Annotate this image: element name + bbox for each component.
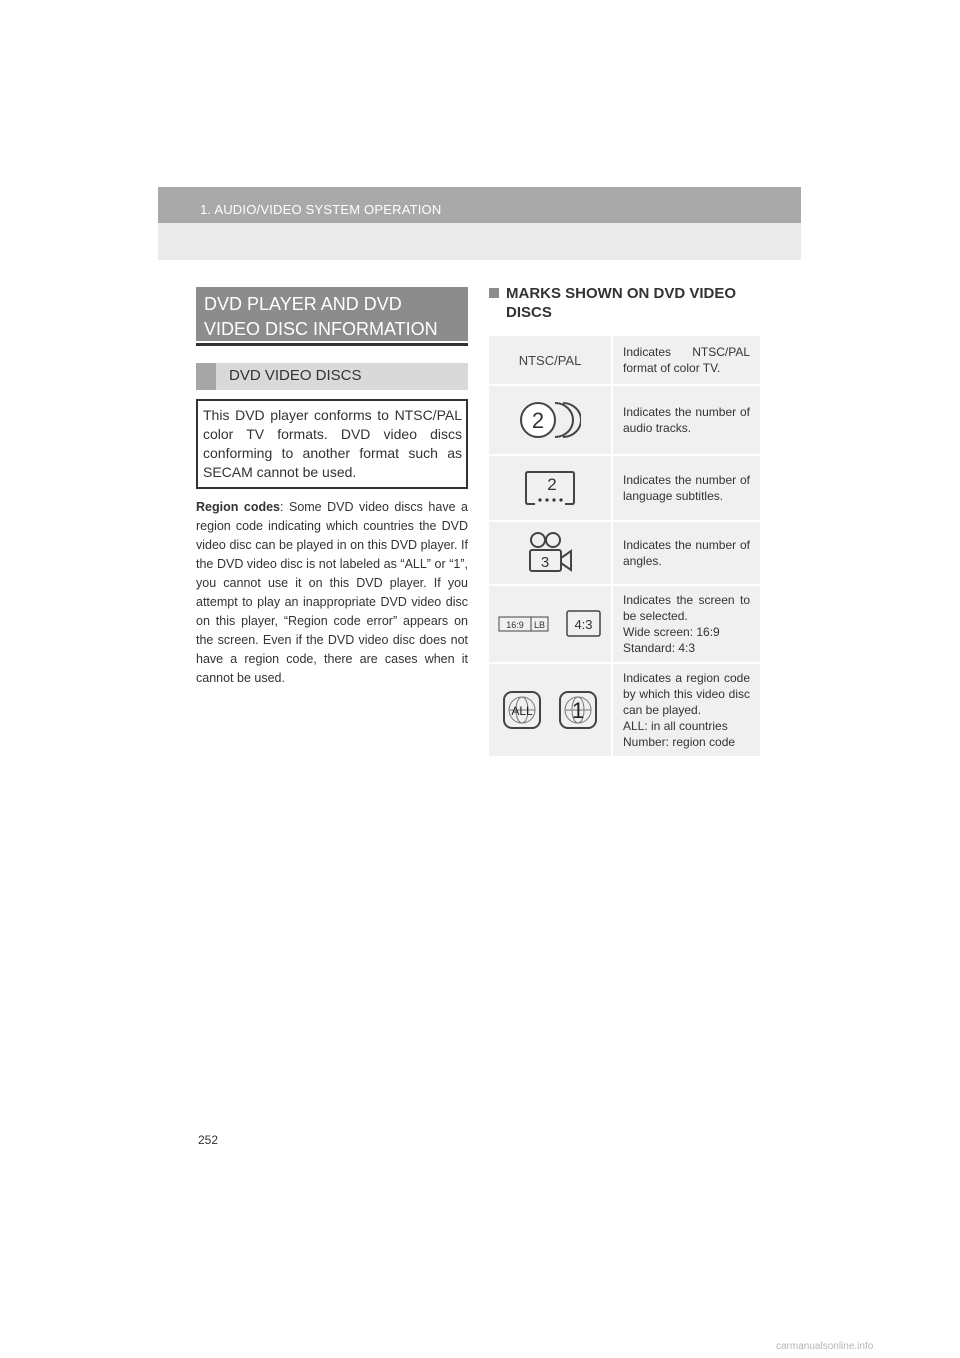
subtitles-number: 2 (547, 475, 557, 494)
subtitles-icon (525, 469, 575, 507)
screen-desc-line: Indicates the screen to be selected. (623, 593, 750, 623)
standard-screen-mark: 4:3 (574, 617, 593, 632)
region-desc-line: Indicates a region code by which this video disc can be played. (623, 671, 750, 717)
region-desc-line: Number: region code (623, 735, 736, 749)
mark-description: Indicates NTSC/PAL format of color TV. (611, 336, 760, 384)
region-all-mark: ALL (511, 704, 533, 718)
mark-cell (489, 586, 611, 662)
mark-description: Indicates the number of audio tracks. (611, 386, 760, 454)
sub-heading-marker (196, 363, 216, 390)
mark-row-angles (489, 522, 760, 584)
sub-heading (196, 363, 468, 390)
section-heading-line-1: DVD PLAYER AND DVD (204, 294, 402, 314)
page-number: 252 (198, 1133, 219, 1147)
section-rule (196, 343, 468, 346)
square-bullet-icon (489, 288, 499, 298)
mark-description: Indicates the number of angles. (611, 522, 760, 584)
mark-row-region-code (489, 664, 760, 756)
mark-description: Indicates the number of language subtitles. (611, 456, 760, 520)
mark-cell (489, 664, 611, 756)
info-box: This DVD player conforms to NTSC/PAL color TV formats. DVD video discs conforming to another format such as SECAM cannot be used. (196, 399, 468, 489)
letterbox-mark: LB (533, 620, 546, 630)
marks-title (489, 284, 760, 330)
mark-cell (489, 336, 611, 384)
mark-cell (489, 456, 611, 520)
mark-cell (489, 386, 611, 454)
header-band (158, 187, 801, 260)
region-codes-label: Region codes (196, 500, 280, 514)
screen-desc-line: Standard: 4:3 (623, 641, 696, 655)
mark-row-audio-tracks (489, 386, 760, 454)
mark-row-screen-format (489, 586, 760, 662)
angles-icon (526, 531, 574, 575)
wide-screen-mark: 16:9 (506, 620, 524, 630)
region-desc-line: ALL: in all countries (623, 719, 728, 733)
audio-tracks-number: 2 (531, 408, 545, 433)
audio-tracks-icon (519, 399, 581, 441)
chapter-title: 1. AUDIO/VIDEO SYSTEM OPERATION (200, 202, 442, 217)
region-codes-paragraph (196, 498, 468, 688)
left-column (196, 287, 468, 688)
region-number-mark: 1 (571, 698, 585, 723)
screen-format-icon (498, 609, 602, 639)
marks-table (489, 336, 760, 756)
mark-cell (489, 522, 611, 584)
angles-number: 3 (540, 554, 550, 571)
region-code-icon (502, 690, 598, 730)
watermark: carmanualsonline.info (776, 1341, 874, 1352)
mark-row-ntsc-pal (489, 336, 760, 384)
mark-row-subtitles (489, 456, 760, 520)
header-top-bar (158, 187, 801, 223)
region-codes-text: : Some DVD video discs have a region code indicating which countries the DVD video disc can be played in on this DVD player. If the DVD video disc is not labeled as “ALL” or “1”, you cannot use it on this DVD player. If you attempt to play an inappropriate DVD video disc on this player, “Region code error” appears on the screen. Even if the DVD video disc does not have a region code, there are cases when it cannot be used. (196, 500, 468, 685)
right-column (489, 284, 760, 758)
marks-title-line-2: DISCS (506, 304, 552, 321)
section-heading (196, 287, 468, 341)
sub-heading-text: DVD VIDEO DISCS (229, 367, 362, 384)
marks-title-line-1: MARKS SHOWN ON DVD VIDEO (506, 285, 737, 302)
mark-description (611, 586, 760, 662)
section-heading-line-2: VIDEO DISC INFORMATION (204, 319, 438, 339)
mark-description (611, 664, 760, 756)
ntsc-pal-label: NTSC/PAL (518, 352, 582, 368)
screen-desc-line: Wide screen: 16:9 (623, 625, 720, 639)
